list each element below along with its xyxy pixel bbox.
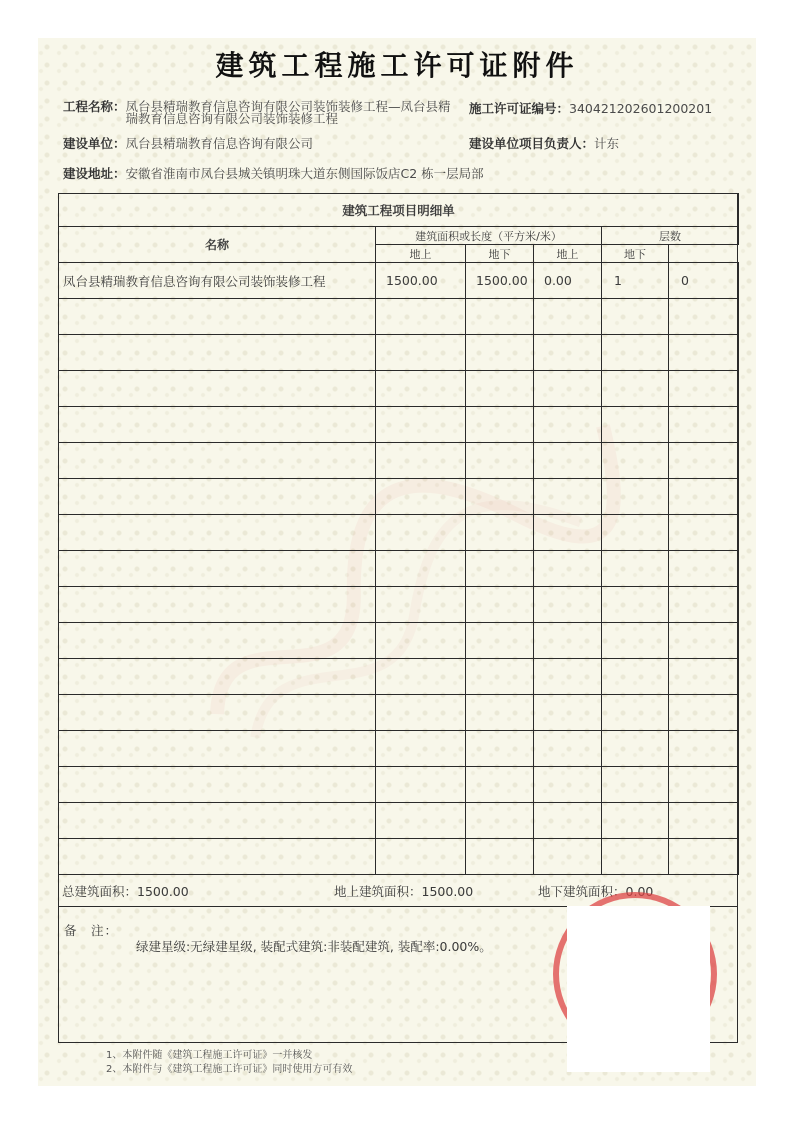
row-floors-below (669, 515, 739, 551)
above-ground-area-label: 地上建筑面积： (334, 884, 422, 899)
project-name-line (63, 101, 452, 125)
row-floors-below (669, 803, 739, 839)
table-row (59, 623, 739, 659)
row-area-above (466, 335, 534, 371)
row-area-below (534, 587, 602, 623)
table-row (59, 335, 739, 371)
row-area-below (534, 479, 602, 515)
table-row (59, 479, 739, 515)
header-area-below: 地下 (466, 245, 534, 263)
row-area-above (466, 731, 534, 767)
row-area-below (534, 695, 602, 731)
row-area (376, 695, 466, 731)
row-area-above (466, 515, 534, 551)
row-area-below (534, 731, 602, 767)
row-name (59, 443, 376, 479)
address-label: 建设地址： (63, 166, 126, 181)
redaction-block (567, 906, 710, 1072)
note-2: 2、本附件与《建筑工程施工许可证》同时使用方可有效 (106, 1064, 353, 1075)
row-name (59, 299, 376, 335)
row-floors-above (602, 803, 669, 839)
row-area (376, 407, 466, 443)
table-row (59, 803, 739, 839)
row-floors-below (669, 587, 739, 623)
table-row (59, 551, 739, 587)
row-name (59, 695, 376, 731)
row-floors-below (669, 551, 739, 587)
row-floors-above (602, 515, 669, 551)
row-floors-below (669, 659, 739, 695)
row-name (59, 767, 376, 803)
row-floors-above (602, 407, 669, 443)
row-name: 凤台县精瑞教育信息咨询有限公司装饰装修工程 (59, 263, 376, 299)
row-area-below (534, 551, 602, 587)
below-ground-area-value: 0.00 (625, 884, 654, 899)
table-row (59, 659, 739, 695)
document-title: 建筑工程施工许可证附件 (215, 49, 579, 82)
row-floors-below (669, 767, 739, 803)
total-area (62, 882, 189, 900)
table-row (59, 731, 739, 767)
row-area-below (534, 767, 602, 803)
row-area-above (466, 551, 534, 587)
row-area (376, 767, 466, 803)
row-name (59, 659, 376, 695)
row-area-below (534, 515, 602, 551)
builder-label: 建设单位： (63, 136, 126, 151)
row-name (59, 587, 376, 623)
table-row (59, 299, 739, 335)
row-floors-above (602, 659, 669, 695)
row-area (376, 299, 466, 335)
row-name (59, 335, 376, 371)
manager-value: 计东 (594, 136, 620, 151)
row-area-above (466, 695, 534, 731)
table-row (59, 515, 739, 551)
table-row (59, 587, 739, 623)
row-name (59, 515, 376, 551)
row-area-above (466, 839, 534, 875)
row-floors-above (602, 587, 669, 623)
row-area (376, 515, 466, 551)
table-row (59, 695, 739, 731)
row-floors-below (669, 731, 739, 767)
row-area (376, 551, 466, 587)
row-area-below (534, 623, 602, 659)
row-area-below (534, 803, 602, 839)
permit-number-line (469, 103, 712, 115)
table-caption: 建筑工程项目明细单 (59, 194, 739, 227)
row-floors-below (669, 839, 739, 875)
row-area (376, 839, 466, 875)
row-floors-above (602, 731, 669, 767)
builder-value: 凤台县精瑞教育信息咨询有限公司 (125, 136, 314, 151)
row-area-above (466, 587, 534, 623)
row-name (59, 551, 376, 587)
row-area-below (534, 371, 602, 407)
row-floors-above (602, 623, 669, 659)
row-area-above (466, 443, 534, 479)
row-area (376, 659, 466, 695)
row-area-below (534, 299, 602, 335)
above-ground-area (334, 882, 473, 900)
row-area (376, 587, 466, 623)
row-area (376, 479, 466, 515)
table-row (59, 839, 739, 875)
header-floors-below: 地下 (602, 245, 669, 263)
project-name-value: 凤台县精瑞教育信息咨询有限公司装饰装修工程—凤台县精瑞教育信息咨询有限公司装饰装修工程 (125, 99, 451, 126)
row-floors-above (602, 335, 669, 371)
row-floors-above (602, 299, 669, 335)
address-line (63, 168, 484, 180)
row-area (376, 623, 466, 659)
row-floors-below (669, 335, 739, 371)
row-area-above (466, 767, 534, 803)
permit-number-value: 340421202601200201 (569, 101, 713, 116)
row-area-below (534, 335, 602, 371)
row-name (59, 623, 376, 659)
permit-number-label: 施工许可证编号： (469, 101, 570, 116)
row-floors-above (602, 695, 669, 731)
row-floors-below (669, 695, 739, 731)
table-row (59, 767, 739, 803)
table-row (59, 443, 739, 479)
row-name (59, 839, 376, 875)
table-row (59, 371, 739, 407)
row-area-above (466, 371, 534, 407)
row-floors-above (602, 443, 669, 479)
row-area-below: 0.00 (534, 263, 602, 299)
row-name (59, 803, 376, 839)
total-area-label: 总建筑面积： (62, 884, 138, 899)
row-area-above: 1500.00 (466, 263, 534, 299)
header-area: 建筑面积或长度（平方米/米） (376, 227, 602, 245)
row-area-above (466, 803, 534, 839)
header-floors: 层数 (602, 227, 739, 245)
table-row (59, 263, 739, 299)
row-name (59, 731, 376, 767)
row-name (59, 479, 376, 515)
row-area: 1500.00 (376, 263, 466, 299)
row-area-below (534, 839, 602, 875)
row-area-above (466, 479, 534, 515)
row-floors-below (669, 299, 739, 335)
row-floors-above (602, 767, 669, 803)
row-area-above (466, 299, 534, 335)
row-area (376, 731, 466, 767)
table-row (59, 407, 739, 443)
row-area-above (466, 659, 534, 695)
remarks-label: 备 注： (64, 923, 119, 938)
row-area-below (534, 407, 602, 443)
below-ground-area-label: 地下建筑面积： (538, 884, 626, 899)
row-floors-below: 0 (669, 263, 739, 299)
row-name (59, 371, 376, 407)
remarks-text: 绿建星级:无绿建星级, 装配式建筑:非装配建筑, 装配率:0.00%。 (136, 939, 492, 954)
row-floors-above (602, 371, 669, 407)
row-floors-below (669, 479, 739, 515)
row-floors-below (669, 623, 739, 659)
builder-line (63, 138, 313, 150)
total-area-value: 1500.00 (137, 884, 189, 899)
row-area-below (534, 659, 602, 695)
row-name (59, 407, 376, 443)
address-value: 安徽省淮南市凤台县城关镇明珠大道东侧国际饭店C2 栋一层局部 (125, 166, 484, 181)
row-floors-above: 1 (602, 263, 669, 299)
row-area (376, 371, 466, 407)
above-ground-area-value: 1500.00 (421, 884, 474, 899)
project-detail-table (58, 193, 739, 875)
header-area-above: 地上 (376, 245, 466, 263)
row-area-below (534, 443, 602, 479)
row-floors-below (669, 443, 739, 479)
row-area (376, 443, 466, 479)
row-area-above (466, 623, 534, 659)
header-name: 名称 (59, 227, 376, 263)
manager-label: 建设单位项目负责人： (469, 136, 595, 151)
header-floors-above: 地上 (534, 245, 602, 263)
row-floors-above (602, 479, 669, 515)
row-floors-below (669, 371, 739, 407)
manager-line (469, 138, 619, 150)
note-1: 1、本附件随《建筑工程施工许可证》一并核发 (106, 1050, 313, 1061)
row-floors-below (669, 407, 739, 443)
row-area-above (466, 407, 534, 443)
project-name-label: 工程名称： (63, 99, 126, 114)
row-floors-above (602, 839, 669, 875)
row-area (376, 803, 466, 839)
row-area (376, 335, 466, 371)
row-floors-above (602, 551, 669, 587)
